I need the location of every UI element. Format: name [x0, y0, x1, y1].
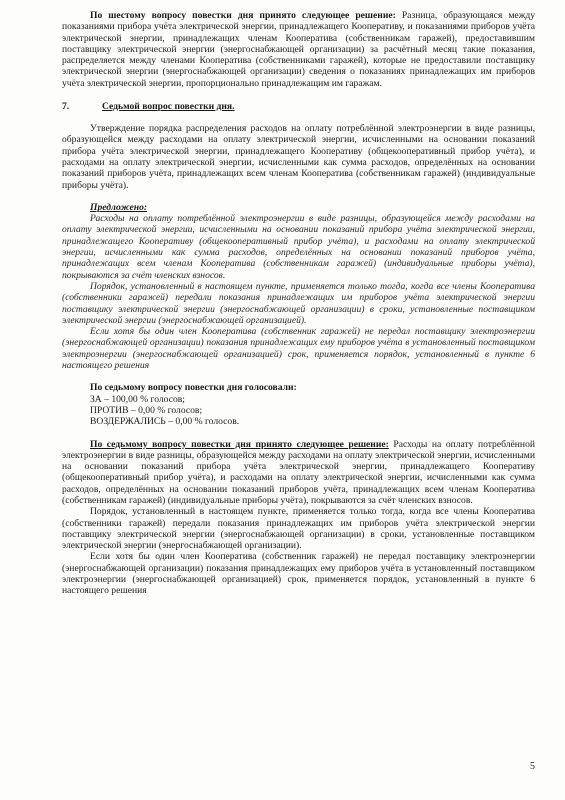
decision-7-text: Расходы на оплату потреблённой электроэнергии в виде разницы, образующейся между расходами на оплату электрической энергии, исчисленными на основании показаний прибора учёта электрической энергии, принадлежащего Кооперативу (общекооперативный прибор учёта), и расходами на оплату электрической энергии, исчисленными как сумма расходов, определённых на основании показаний приборов учёта, принадлежащих всем членам Кооператива (собственникам гаражей) (индивидуальные приборы учёта), покрываются за счёт членских взносов.	[62, 438, 535, 506]
proposed-paragraph-3: Если хотя бы один член Кооператива (собственник гаражей) не передал поставщику электроэнергии (энергоснабжающей организации) показания принадлежащих ему приборов учёта в установленный поставщиком электроэнергии (энергоснабжающей организацией) срок, применяется порядок, установленный в пункте 6 настоящего решения	[62, 326, 535, 372]
decision-7-paragraph-3: Если хотя бы один член Кооператива (собственник гаражей) не передал поставщику электроэнергии (энергоснабжающей организации) показания принадлежащих ему приборов учёта в установленный поставщиком электроэнергии (энергоснабжающей организацией) срок, применяется порядок, установленный в пункте 6 настоящего решения	[62, 551, 535, 597]
decision-6-lead: По шестому вопросу повестки дня принято следующее решение:	[90, 10, 396, 21]
vote-against: ПРОТИВ – 0,00 % голосов;	[90, 404, 203, 416]
agenda-item-7-heading	[62, 101, 535, 112]
approval-paragraph: Утверждение порядка распределения расходов на оплату потреблённой электроэнергии в виде разницы, образующейся между расходами на оплату электрической энергии, исчисленными на основании показаний прибора учёта электрической энергии, принадлежащего Кооперативу (общекооперативный прибор учёта), и расходами на оплату электрической энергии, исчисленными как сумма расходов, определённых на основании показаний приборов учёта, принадлежащих всем членам Кооператива (собственникам гаражей) (индивидуальные приборы учёта).	[62, 123, 535, 191]
decision-7-lead: По седьмому вопросу повестки дня принято следующее решение:	[90, 438, 389, 450]
decision-6-text: Разница, образующаяся между показаниями прибора учёта электрической энергии, принадлежащего Кооперативу, и показаниями приборов учёта электрической энергии, принадлежащих членам Кооператива (собственникам гаражей), предоставившим поставщику электрической энергии (энергоснабжающей организации) за расчётный месяц такие показания, распределяется между членами Кооператива (собственниками гаражей), которые не предоставили поставщику электрической энергии (энергоснабжающей организации) сведения о показаниях принадлежащих им приборов учёта электрической энергии, пропорционально принадлежащим им гаражам.	[62, 10, 535, 89]
proposed-paragraph-2: Порядок, установленный в настоящем пункте, применяется только тогда, когда все члены Кооператива (собственники гаражей) передали показания принадлежащих им приборов учёта электрической энергии поставщику электрической энергии (энергоснабжающей организации) в сроки, установленные поставщиком электрической энергии (энергоснабжающей организацией).	[62, 280, 535, 326]
agenda-item-number: 7.	[62, 101, 70, 113]
decision-7-paragraph-2: Порядок, установленный в настоящем пункте, применяется только тогда, когда все члены Кооператива (собственники гаражей) передали показания принадлежащих им приборов учёта электрической энергии поставщику электрической энергии (энергоснабжающей организации) в сроки, установленные поставщиком электрической энергии (энергоснабжающей организации).	[62, 506, 535, 552]
proposed-heading: Предложено:	[90, 201, 148, 213]
vote-for: ЗА – 100,00 % голосов;	[90, 393, 185, 405]
voting-block	[62, 382, 535, 427]
vote-abstained: ВОЗДЕРЖАЛИСЬ – 0,00 % голосов.	[90, 416, 240, 428]
decision-7-paragraph-1	[62, 439, 535, 507]
decision-6-paragraph	[62, 10, 535, 89]
voting-heading: По седьмому вопросу повестки дня голосовали:	[90, 382, 297, 394]
page-number: 5	[530, 761, 535, 772]
proposed-paragraph-1: Расходы на оплату потреблённой электроэнергии в виде разницы, образующейся между расходами на оплату электрической энергии, исчисленными на основании показаний прибора учёта электрической энергии, принадлежащего Кооперативу (общекооперативный прибор учёта), и расходами на оплату электрической энергии, исчисленными как сумма расходов, определённых на основании показаний приборов учёта, принадлежащих всем членам Кооператива (собственникам гаражей) (индивидуальные приборы учёта), покрываются за счёт членских взносов.	[62, 213, 535, 281]
proposed-heading-line	[62, 202, 535, 213]
agenda-item-title: Седьмой вопрос повестки дня.	[102, 101, 235, 113]
